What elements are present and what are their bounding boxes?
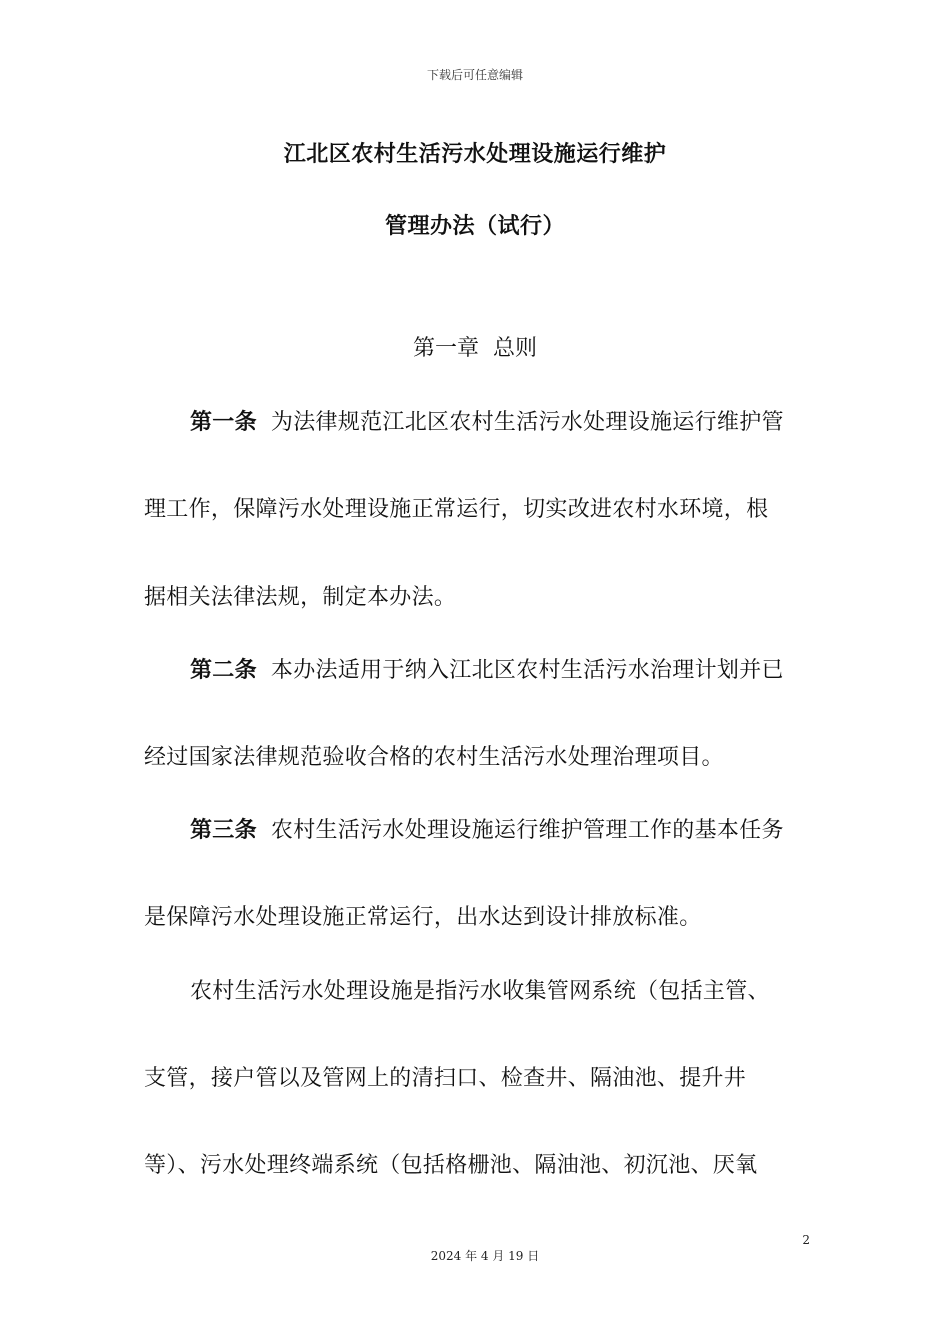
document-title-line-2: 管理办法（试行） (384, 214, 565, 239)
header-note: 下载后可任意编辑 (426, 68, 523, 82)
article-text: 为法律规范江北区农村生活污水处理设施运行维护管 (270, 410, 784, 435)
article-1-line-2: 理工作，保障污水处理设施正常运行，切实改进农村水环境，根 (144, 497, 769, 522)
chapter-heading (0, 331, 950, 362)
paragraph-line-2: 支管，接户管以及管网上的清扫口、检查井、隔油池、提升井 (144, 1066, 747, 1091)
article-label: 第三条 (190, 818, 257, 843)
chapter-number: 第一章 (412, 336, 479, 361)
paragraph-line-3: 等）、污水处理终端系统（包括格栅池、隔油池、初沉池、厌氧 (144, 1153, 758, 1178)
article-text: 农村生活污水处理设施运行维护管理工作的基本任务 (270, 818, 784, 843)
article-label: 第一条 (190, 410, 257, 435)
article-label: 第二条 (190, 658, 257, 683)
article-text: 本办法适用于纳入江北区农村生活污水治理计划并已 (270, 658, 784, 683)
page-number: 2 (802, 1233, 810, 1247)
footer-date: 2024 年 4 月 19 日 (430, 1249, 540, 1263)
chapter-name: 总则 (493, 336, 538, 361)
paragraph-line-1: 农村生活污水处理设施是指污水收集管网系统（包括主管、 (190, 979, 770, 1004)
article-3-line-1 (190, 813, 810, 844)
article-3-line-2: 是保障污水处理设施正常运行，出水达到设计排放标准。 (144, 905, 702, 930)
article-2-line-1 (190, 653, 810, 684)
article-1-line-3: 据相关法律法规，制定本办法。 (144, 585, 457, 610)
article-2-line-2: 经过国家法律规范验收合格的农村生活污水处理治理项目。 (144, 745, 724, 770)
article-1-line-1 (190, 405, 810, 436)
document-title-line-1: 江北区农村生活污水处理设施运行维护 (283, 142, 667, 167)
